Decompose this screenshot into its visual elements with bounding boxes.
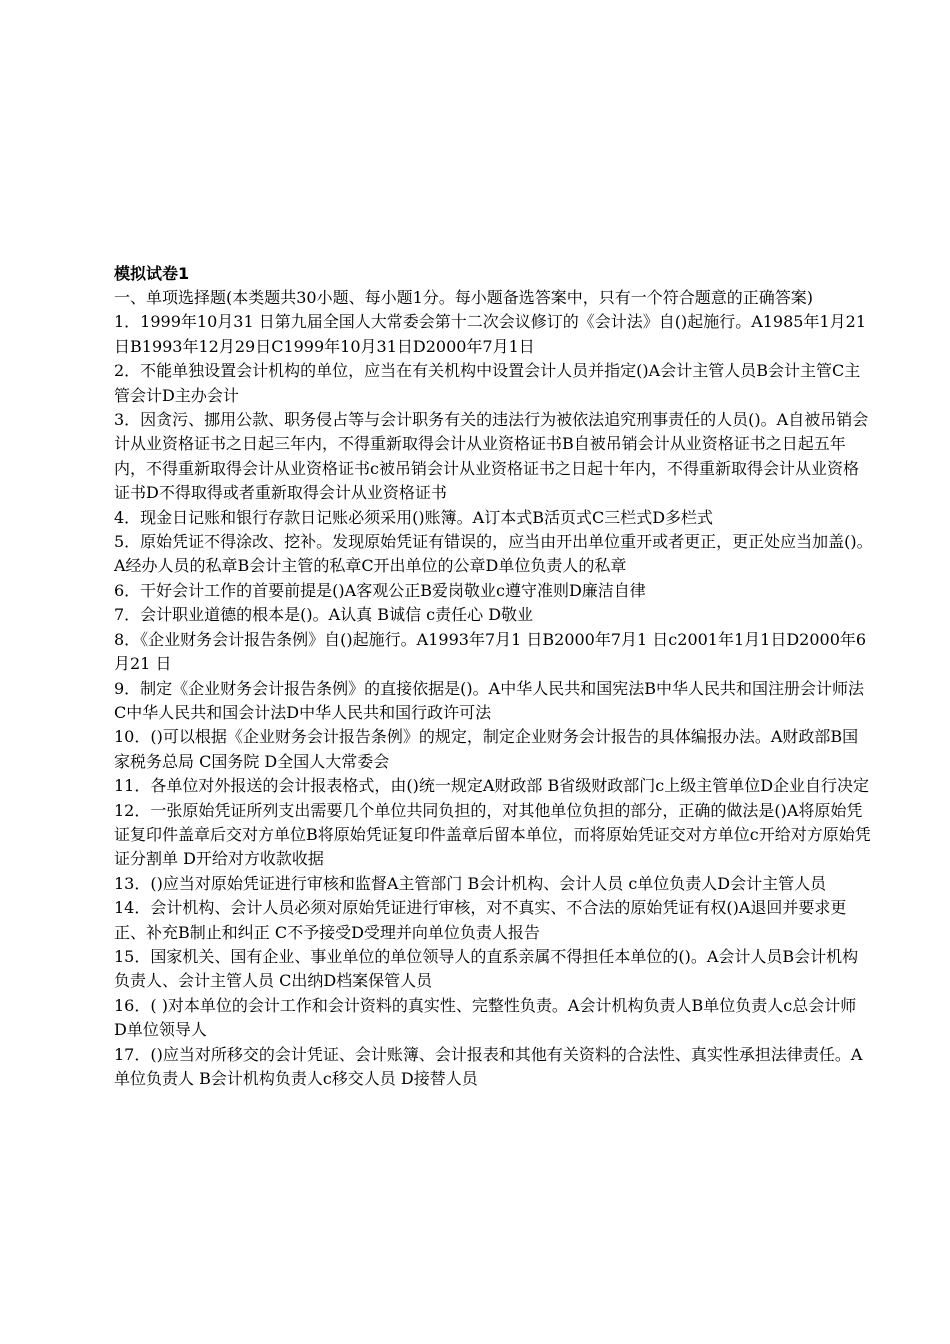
question-item: 15．国家机关、国有企业、事业单位的单位领导人的直系亲属不得担任本单位的()。A会计人员B会计机构负责人、会计主管人员 C出纳D档案保管人员: [114, 946, 859, 991]
question-item: 17．()应当对所移交的会计凭证、会计账簿、会计报表和其他有关资料的合法性、真实性承担法律责任。A单位负责人 B会计机构负责人c移交人员 D接替人员: [114, 1044, 863, 1088]
question-item: 10．()可以根据《企业财务会计报告条例》的规定，制定企业财务会计报告的具体编报办法。A财政部B国家税务总局 C国务院 D全国人大常委会: [114, 727, 859, 771]
question-item: 12．一张原始凭证所列支出需要几个单位共同负担的，对其他单位负担的部分，正确的做法是()A将原始凭证复印件盖章后交对方单位B将原始凭证复印件盖章后留本单位，而将原始凭证交对方单位c开给对方原始凭证分割单 D开给对方收款收据: [114, 800, 871, 869]
question-item: 13．()应当对原始凭证进行审核和监督A主管部门 B会计机构、会计人员 c单位负责人D会计主管人员: [114, 873, 827, 893]
question-item: 6．干好会计工作的首要前提是()A客观公正B爱岗敬业c遵守准则D廉洁自律: [114, 580, 646, 600]
question-item: 11．各单位对外报送的会计报表格式，由()统一规定A财政部 B省级财政部门c上级主管单位D企业自行决定: [114, 776, 870, 796]
question-item: 8．《企业财务会计报告条例》自()起施行。A1993年7月1 日B2000年7月1 日c2001年1月1日D2000年6月21 日: [114, 629, 867, 674]
document-title: 模拟试卷1: [114, 264, 190, 283]
section-heading: 一、单项选择题(本类题共30小题、每小题1分。每小题备选答案中，只有一个符合题意的正确答案): [114, 288, 814, 307]
document-page: [114, 262, 874, 1091]
question-item: 14．会计机构、会计人员必须对原始凭证进行审核，对不真实、不合法的原始凭证有权()A退回并要求更正、补充B制止和纠正 C不予接受D受理并向单位负责人报告: [114, 898, 847, 942]
question-item: 5．原始凭证不得涂改、挖补。发现原始凭证有错误的，应当由开出单位重开或者更正，更正处应当加盖()。A经办人员的私章B会计主管的私章C开出单位的公章D单位负责人的私章: [114, 532, 873, 576]
question-item: 4．现金日记账和银行存款日记账必须采用()账簿。A订本式B活页式C三栏式D多栏式: [114, 507, 714, 527]
question-item: 1．1999年10月31 日第九届全国人大常委会第十二次会议修订的《会计法》自()起施行。A1985年1月21 日B1993年12月29日C1999年10月31日D2000年7月1日: [114, 312, 867, 356]
question-item: 16．( )对本单位的会计工作和会计资料的真实性、完整性负责。A会计机构负责人B单位负责人c总会计师 D单位领导人: [114, 995, 857, 1040]
question-item: 2．不能单独设置会计机构的单位，应当在有关机构中设置会计人员并指定()A会计主管人员B会计主管C主管会计D主办会计: [114, 361, 861, 405]
question-item: 9．制定《企业财务会计报告条例》的直接依据是()。A中华人民共和国宪法B中华人民共和国注册会计师法C中华人民共和国会计法D中华人民共和国行政许可法: [114, 678, 864, 722]
question-item: 7．会计职业道德的根本是()。A认真 B诚信 c责任心 D敬业: [114, 605, 534, 625]
question-item: 3．因贪污、挪用公款、职务侵占等与会计职务有关的违法行为被依法追究刑事责任的人员()。A自被吊销会计从业资格证书之日起三年内，不得重新取得会计从业资格证书B自被吊销会计从业资格证书之日起五年内，不得重新取得会计从业资格证书c被吊销会计从业资格证书之日起十年内，不得重新取得会计从业资格证书D不得取得或者重新取得会计从业资格证书: [114, 410, 869, 503]
document-body: [114, 286, 874, 1091]
